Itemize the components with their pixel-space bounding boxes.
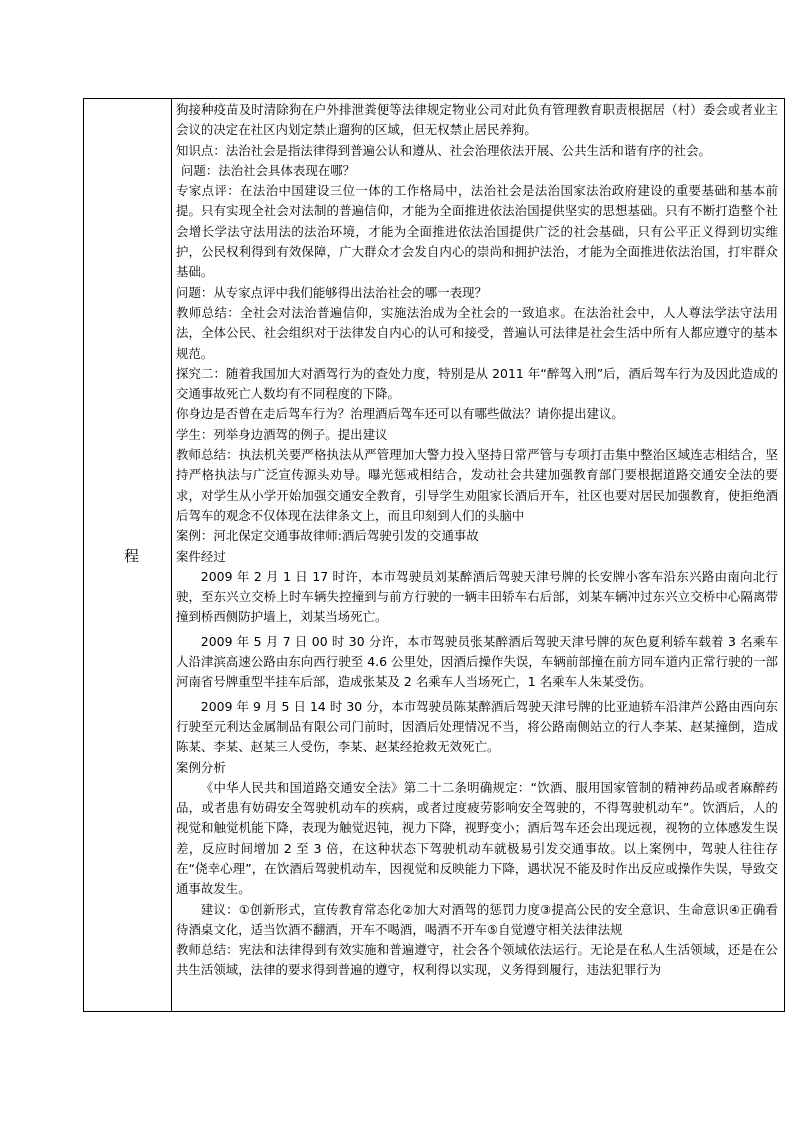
- paragraph-question-3: 你身边是否曾在走后驾车行为？治理酒后驾车还可以有哪些做法？请你提出建议。: [176, 406, 624, 422]
- paragraph-case-analysis: 《中华人民共和国道路交通安全法》第二十二条明确规定：“饮酒、服用国家管制的精神药品或者麻醉药品，或者患有妨碍安全驾驶机动车的疾病，或者过度疲劳影响安全驾驶的，不得驾驶机动车”。饮酒后，人的视觉和触觉机能下降，表现为触觉迟钝，视力下降，视野变小；酒后驾车还会出现远视，视物的立体感发生误差，反应时间增加 2 至 3 倍，在这种状态下驾驶机动车就极易引发交通事故。以上案例中，驾驶人往往存在“侥幸心理”，在饮酒后驾驶机动车，因视觉和反映能力下降，遇状况不能及时作出反应或操作失误，导致交通事故发生。: [176, 779, 778, 897]
- lesson-plan-table: [83, 98, 785, 1012]
- paragraph-inquiry-2: 探究二：随着我国加大对酒驾行为的查处力度，特别是从 2011 年“醉驾入刑”后，酒后驾车行为及因此造成的交通事故死亡人数均有不同程度的下降。: [176, 365, 778, 402]
- paragraph-case-analysis-heading: 案例分析: [176, 759, 226, 775]
- section-label: 程: [123, 546, 139, 565]
- paragraph-case-process-heading: 案件经过: [176, 548, 226, 564]
- paragraph-case-title: 案例：河北保定交通事故律师:酒后驾驶引发的交通事故: [176, 528, 479, 544]
- paragraph-teacher-summary-1: 教师总结：全社会对法治普遍信仰，实施法治成为全社会的一致追求。在法治社会中，人人尊法学法守法用法，全体公民、社会组织对于法律发自内心的认可和接受，普遍认可法律是社会生活中所有人都应遵守的基本规范。: [176, 304, 778, 361]
- paragraph-teacher-summary-3: 教师总结：宪法和法律得到有效实施和普遍遵守，社会各个领域依法运行。无论是在私人生活领域，还是在公共生活领域，法律的要求得到普遍的遵守，权利得以实现，义务得到履行，违法犯罪行为: [176, 942, 778, 978]
- paragraph-question-1: 问题：法治社会具体表现在哪？: [180, 162, 356, 178]
- paragraph-suggestions: 建议：①创新形式，宣传教育常态化②加大对酒驾的惩罚力度③提高公民的安全意识、生命意识④正确看待酒桌文化，适当饮酒不翻酒，开车不喝酒，喝酒不开车⑤自觉遵守相关法律法规: [176, 901, 778, 937]
- paragraph-knowledge-point: 知识点：法治社会是指法律得到普遍公认和遵从、社会治理依法开展、公共生活和谐有序的社会。: [176, 142, 711, 158]
- content-cell: [172, 99, 785, 1012]
- paragraph-case-2: 2009 年 5 月 7 日 00 时 30 分许，本市驾驶员张某醉酒后驾驶天津号牌的灰色夏利轿车载着 3 名乘车人沿津滨高速公路由东向西行驶至 4.6 公里处，因酒后操作失误，车辆前部撞在前方同车道内正常行驶的一部河南省号牌重型半挂车后部，造成张某及 2 名乘车人当场死亡，1 名乘车人朱某受伤。: [176, 633, 778, 690]
- paragraph-student: 学生：列举身边酒驾的例子。提出建议: [176, 426, 388, 442]
- section-label-cell: [84, 99, 172, 1012]
- paragraph-expert-comment: 专家点评：在法治中国建设三位一体的工作格局中，法治社会是法治国家法治政府建设的重要基础和基本前提。只有实现全社会对法制的普遍信仰，才能为全面推进依法治国提供坚实的思想基础。只有不断打造整个社会增长学法守法用法的法治环境，才能为全面推进依法治国提供广泛的社会基础，只有公平正义得到切实维护，公民权利得到有效保障，广大群众才会发自内心的崇尚和拥护法治，才能为全面推进依法治国，打牢群众基础。: [176, 183, 778, 280]
- paragraph-dog-rules: 狗接种疫苗及时清除狗在户外排泄粪便等法律规定物业公司对此负有管理教育职责根据居（村）委会或者业主会议的决定在社区内划定禁止遛狗的区域，但无权禁止居民养狗。: [176, 102, 778, 138]
- paragraph-case-1: 2009 年 2 月 1 日 17 时许，本市驾驶员刘某醉酒后驾驶天津号牌的长安牌小客车沿东兴路由南向北行驶，至东兴立交桥上时车辆失控撞到与前方行驶的一辆丰田轿车右后部，刘某车辆冲过东兴立交桥中心隔离带撞到桥西侧防护墙上，刘某当场死亡。: [176, 568, 778, 625]
- table-row: [84, 99, 785, 1012]
- paragraph-case-3: 2009 年 9 月 5 日 14 时 30 分，本市驾驶员陈某醉酒后驾驶天津号牌的比亚迪轿车沿津芦公路由西向东行驶至元利达金属制品有限公司门前时，因酒后处理情况不当，将公路南侧站立的行人李某、赵某撞倒，造成陈某、李某、赵某三人受伤，李某、赵某经抢救无效死亡。: [176, 698, 778, 755]
- paragraph-teacher-summary-2: 教师总结：执法机关要严格执法从严管理加大警力投入坚持日常严管与专项打击集中整治区域连志相结合，坚持严格执法与广泛宣传源头劝导。曝光惩戒相结合，发动社会共建加强教育部门要根据道路交通安全法的要求，对学生从小学开始加强交通安全教育，引导学生劝阻家长酒后开车，社区也要对居民加强教育，使拒绝酒后驾车的观念不仅体现在法律条文上，而且印刻到人们的头脑中: [176, 447, 778, 523]
- paragraph-question-2: 问题：从专家点评中我们能够得出法治社会的哪一表现？: [176, 284, 488, 300]
